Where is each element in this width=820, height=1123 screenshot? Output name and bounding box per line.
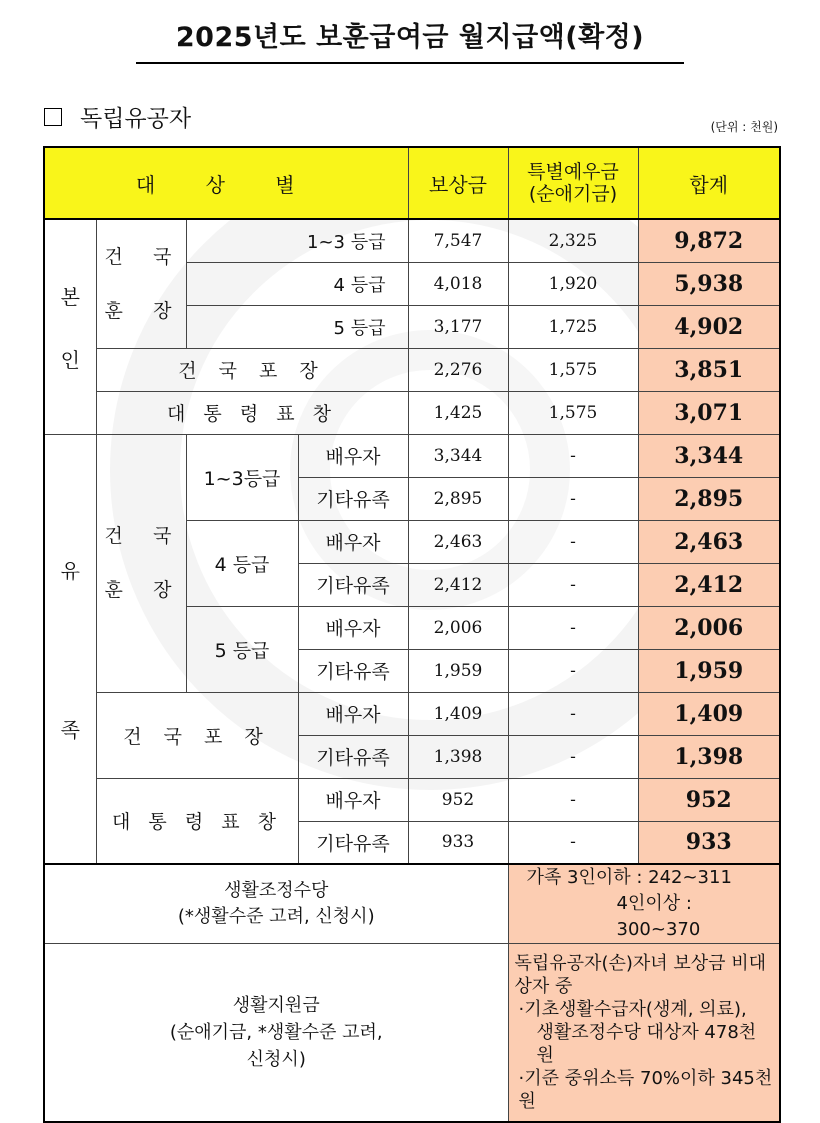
principal-group-label: 건 국 훈 장 xyxy=(96,219,186,348)
row-label: 1~3 등급 xyxy=(186,219,408,262)
table-row xyxy=(44,348,780,391)
special-cell: - xyxy=(508,563,638,606)
total-cell: 1,409 xyxy=(638,692,780,735)
special-cell: - xyxy=(508,778,638,821)
unit-note: (단위 : 천원) xyxy=(710,120,778,134)
bereaved-group-label: 건 국 훈 장 xyxy=(96,434,186,692)
relation-label: 기타유족 xyxy=(298,821,408,864)
total-cell: 5,938 xyxy=(638,262,780,305)
grade-label: 5 등급 xyxy=(186,606,298,692)
row-label: 5 등급 xyxy=(186,305,408,348)
adjustment-amount: 가족 3인이하 : 242~311 4인이상 : 300~370 xyxy=(508,864,780,944)
table-header xyxy=(44,147,780,219)
relation-label: 배우자 xyxy=(298,692,408,735)
table-row xyxy=(44,944,780,1123)
special-cell: 2,325 xyxy=(508,219,638,262)
row-label: 건 국 포 장 xyxy=(96,348,408,391)
checkbox-icon xyxy=(44,108,62,126)
special-cell: - xyxy=(508,477,638,520)
relation-label: 배우자 xyxy=(298,520,408,563)
relation-label: 배우자 xyxy=(298,606,408,649)
bereaved-label: 유 족 xyxy=(44,434,96,864)
table-row xyxy=(44,778,780,821)
section-title: 독립유공자 xyxy=(80,106,192,132)
table-row xyxy=(44,391,780,434)
compensation-cell: 7,547 xyxy=(408,219,508,262)
grade-label: 1~3등급 xyxy=(186,434,298,520)
special-cell: - xyxy=(508,520,638,563)
total-cell: 9,872 xyxy=(638,219,780,262)
support-label: 생활지원금 (순애기금, *생활수준 고려, 신청시) xyxy=(44,944,508,1123)
special-cell: - xyxy=(508,606,638,649)
total-cell: 3,344 xyxy=(638,434,780,477)
table-row xyxy=(44,434,780,477)
special-cell: 1,575 xyxy=(508,348,638,391)
special-cell: 1,725 xyxy=(508,305,638,348)
total-cell: 933 xyxy=(638,821,780,864)
row-label: 4 등급 xyxy=(186,262,408,305)
compensation-cell: 1,409 xyxy=(408,692,508,735)
relation-label: 배우자 xyxy=(298,778,408,821)
relation-label: 배우자 xyxy=(298,434,408,477)
total-cell: 2,006 xyxy=(638,606,780,649)
total-cell: 952 xyxy=(638,778,780,821)
compensation-cell: 3,177 xyxy=(408,305,508,348)
special-cell: - xyxy=(508,692,638,735)
special-cell: - xyxy=(508,649,638,692)
benefit-table xyxy=(43,146,781,1123)
grade-label: 4 등급 xyxy=(186,520,298,606)
total-cell: 3,851 xyxy=(638,348,780,391)
special-cell: 1,920 xyxy=(508,262,638,305)
compensation-cell: 2,895 xyxy=(408,477,508,520)
header-target: 대 상 별 xyxy=(44,147,408,219)
relation-label: 기타유족 xyxy=(298,735,408,778)
page-title: 2025년도 보훈급여금 월지급액(확정) xyxy=(136,18,684,64)
compensation-cell: 1,959 xyxy=(408,649,508,692)
total-cell: 1,398 xyxy=(638,735,780,778)
table-row xyxy=(44,692,780,735)
compensation-cell: 2,006 xyxy=(408,606,508,649)
special-cell: - xyxy=(508,735,638,778)
compensation-cell: 1,398 xyxy=(408,735,508,778)
compensation-cell: 2,276 xyxy=(408,348,508,391)
posjang-label: 건 국 포 장 xyxy=(96,692,298,778)
compensation-cell: 3,344 xyxy=(408,434,508,477)
compensation-cell: 933 xyxy=(408,821,508,864)
special-cell: 1,575 xyxy=(508,391,638,434)
total-cell: 2,895 xyxy=(638,477,780,520)
relation-label: 기타유족 xyxy=(298,563,408,606)
table-row xyxy=(44,219,780,262)
relation-label: 기타유족 xyxy=(298,477,408,520)
total-cell: 2,463 xyxy=(638,520,780,563)
compensation-cell: 1,425 xyxy=(408,391,508,434)
compensation-cell: 4,018 xyxy=(408,262,508,305)
adjustment-label: 생활조정수당 (*생활수준 고려, 신청시) xyxy=(44,864,508,944)
special-cell: - xyxy=(508,821,638,864)
compensation-cell: 2,463 xyxy=(408,520,508,563)
pyochang-label: 대 통 령 표 창 xyxy=(96,778,298,864)
header-compensation: 보상금 xyxy=(408,147,508,219)
header-special: 특별예우금 (순애기금) xyxy=(508,147,638,219)
special-cell: - xyxy=(508,434,638,477)
compensation-cell: 2,412 xyxy=(408,563,508,606)
table-row xyxy=(44,864,780,944)
support-amount: 독립유공자(손)자녀 보상금 비대상자 중 ·기초생활수급자(생계, 의료), 생활조정수당 대상자 478천원 ·기준 중위소득 70%이하 345천원 xyxy=(508,944,780,1123)
principal-label: 본 인 xyxy=(44,219,96,434)
header-total: 합계 xyxy=(638,147,780,219)
relation-label: 기타유족 xyxy=(298,649,408,692)
compensation-cell: 952 xyxy=(408,778,508,821)
total-cell: 4,902 xyxy=(638,305,780,348)
total-cell: 2,412 xyxy=(638,563,780,606)
section-heading xyxy=(44,100,191,133)
total-cell: 3,071 xyxy=(638,391,780,434)
total-cell: 1,959 xyxy=(638,649,780,692)
row-label: 대 통 령 표 창 xyxy=(96,391,408,434)
